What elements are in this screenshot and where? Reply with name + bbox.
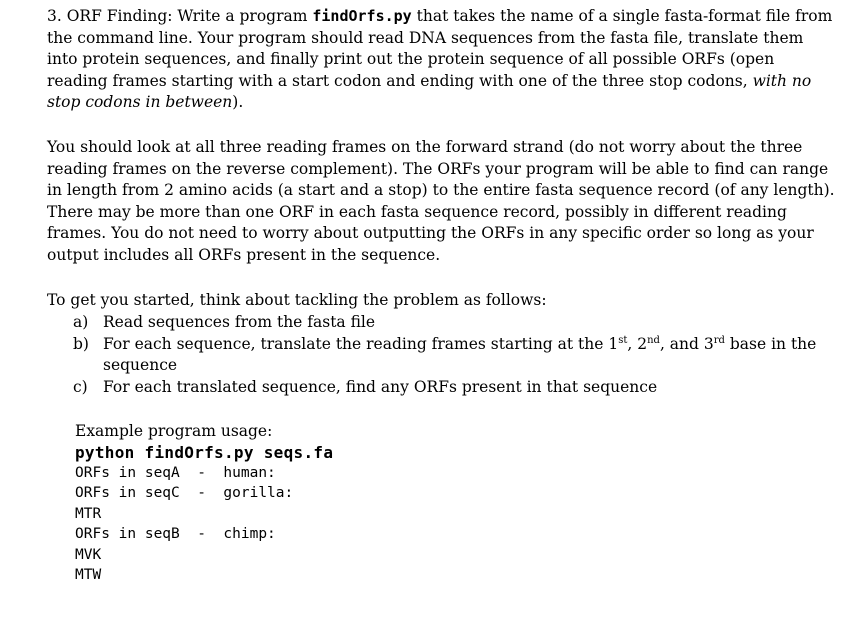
question-paragraph [47,6,837,114]
steps-list [73,312,833,398]
list-marker: c) [73,377,88,396]
question-text-end: ). [232,93,244,112]
list-item-text [103,335,816,375]
ordinal-suffix: st [618,334,628,346]
list-marker: b) [73,334,89,353]
step-b-text-start: For each sequence, translate the reading frames starting at the 1 [103,334,619,353]
ordinal-suffix: rd [713,334,725,346]
getting-started-paragraph: To get you started, think about tackling the problem as follows: [47,291,547,309]
usage-example [75,421,775,585]
list-item [73,377,833,399]
step-b-text-mid1: , 2 [627,334,648,353]
reading-frames-paragraph: You should look at all three reading frames on the forward strand (do not worry about the three reading frames on the reverse complement). The ORFs your program will be able to find can range in length from 2 amino acids (a start and a stop) to the entire fasta sequence record (of any length). There may be more than one ORF in each fasta sequence record, possibly in different reading frames. You do not need to worry about outputting the ORFs in any specific order so long as your output includes all ORFs present in the sequence. [47,138,835,264]
list-item-text: For each translated sequence, find any ORFs present in that sequence [103,377,658,396]
question-text: that takes the name of a single fasta-format file from the command line. Your program should read DNA sequences from the fasta file, translate them into protein sequences, and finally print out the protein sequence of all possible ORFs (open reading frames starting with a start codon and ending with one of the three stop codons, [47,7,833,90]
usage-title: Example program usage: [75,422,273,440]
question-title: 3. ORF Finding: Write a program [47,7,313,25]
usage-command: python findOrfs.py seqs.fa [75,442,334,462]
output-line: MTR [75,505,102,522]
list-item-text: Read sequences from the fasta file [103,313,376,331]
output-line: MTW [75,567,102,584]
step-b-text-mid2: , and 3 [659,334,714,353]
output-line: ORFs in seqC - gorilla: [75,485,294,502]
list-item [73,312,833,334]
ordinal-suffix: nd [647,334,660,346]
step-b-text-end: base in the sequence [103,334,817,375]
list-item [73,334,833,377]
program-name: findOrfs.py [312,7,412,25]
output-line: ORFs in seqA - human: [75,465,276,481]
question-italic-text: with no stop codons in between [47,71,812,112]
output-line: ORFs in seqB - chimp: [75,526,276,543]
output-line: MVK [75,546,102,563]
list-marker: a) [73,313,89,331]
